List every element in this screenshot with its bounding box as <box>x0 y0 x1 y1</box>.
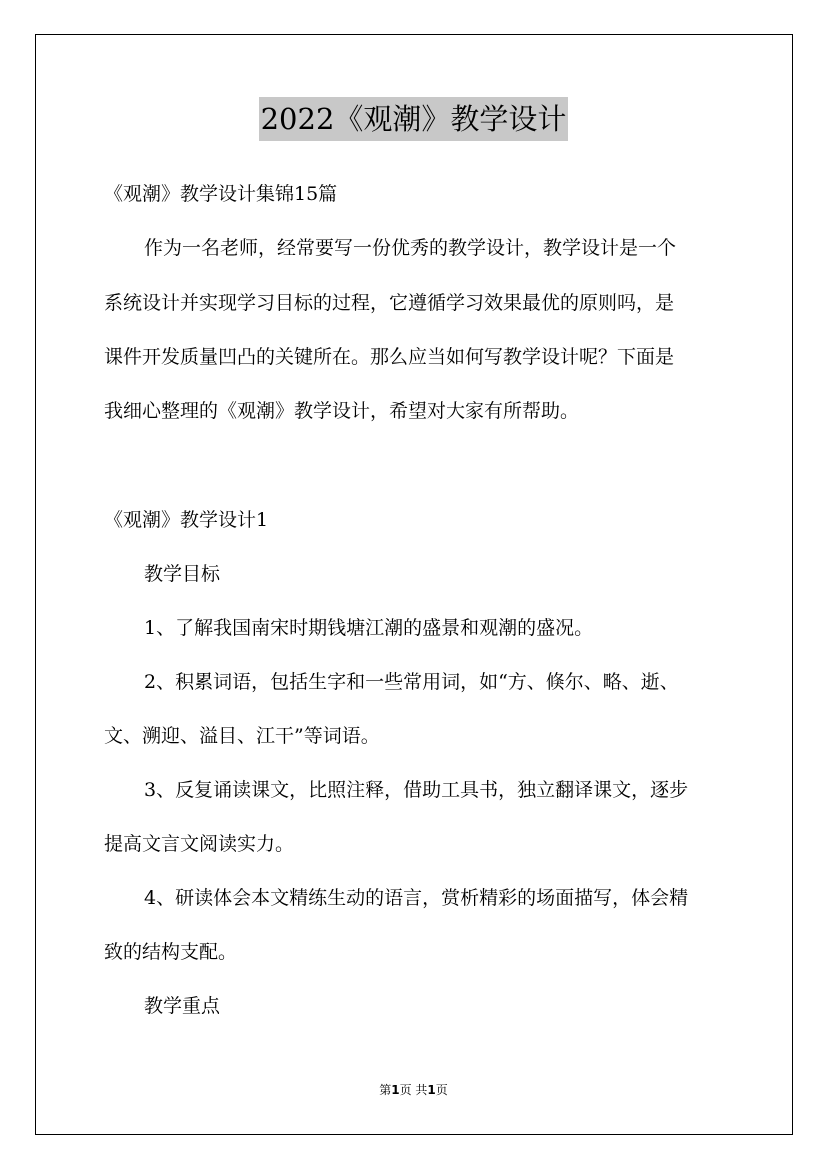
footer-page-current: 1 <box>391 1083 400 1097</box>
intro-line-4: 我细心整理的《观潮》教学设计，希望对大家有所帮助。 <box>104 400 580 422</box>
objective-line-5: 提高文言文阅读实力。 <box>104 833 295 855</box>
page-footer <box>0 1082 827 1098</box>
footer-suffix: 页 <box>435 1083 448 1097</box>
objective-line-3: 文、溯迎、溢目、江干”等词语。 <box>104 725 380 747</box>
objective-line-2: 2、积累词语，包括生字和一些常用词，如“方、倏尔、略、逝、 <box>144 671 679 693</box>
objective-line-7: 致的结构支配。 <box>104 941 238 963</box>
footer-page-total: 1 <box>427 1083 436 1097</box>
intro-line-2: 系统设计并实现学习目标的过程，它遵循学习效果最优的原则吗，是 <box>104 292 675 314</box>
objectives-heading: 教学目标 <box>144 563 221 585</box>
footer-prefix: 第 <box>379 1083 392 1097</box>
objective-line-6: 4、研读体会本文精练生动的语言，赏析精彩的场面描写，体会精 <box>144 887 689 909</box>
intro-line-1: 作为一名老师，经常要写一份优秀的教学设计，教学设计是一个 <box>144 237 677 259</box>
objective-line-4: 3、反复诵读课文，比照注释，借助工具书，独立翻译课文，逐步 <box>144 779 689 801</box>
footer-mid: 页 共 <box>399 1083 428 1097</box>
section-heading: 《观潮》教学设计1 <box>104 509 269 531</box>
key-points-heading: 教学重点 <box>144 995 221 1017</box>
document-subtitle: 《观潮》教学设计集锦15篇 <box>104 183 338 205</box>
intro-line-3: 课件开发质量凹凸的关键所在。那么应当如何写教学设计呢？下面是 <box>104 346 675 368</box>
title-container <box>0 97 827 141</box>
document-title: 2022《观潮》教学设计 <box>259 97 569 141</box>
objective-line-1: 1、了解我国南宋时期钱塘江潮的盛景和观潮的盛况。 <box>144 617 594 639</box>
